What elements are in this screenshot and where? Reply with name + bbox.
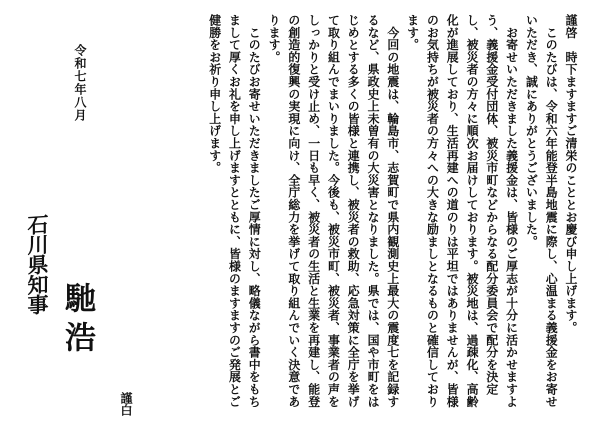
paragraph-earthquake	[263, 14, 402, 414]
signature-block	[20, 213, 95, 404]
paragraph-earthquake-text: 今回の地震は、輪島市、志賀町で県内観測史上最大の震度七を記録するなど、県政史上未曽有の大災害となりました。県では、国や市町をはじめとする多くの皆様と連携し、被災者の救助、応急対策に全庁を挙げて取り組んでまいりました。今後も、被災市町、被災者、事業者の声をしっかりと受け止め、一日も早く、被災者の生活と生業を再建し、能登の創造的復興の実現に向け、全庁総力を挙げて取り組んでいく決意であります。	[267, 14, 400, 408]
signer-name: 馳浩	[59, 282, 95, 360]
letter-date: 令和七年八月	[73, 44, 87, 122]
paragraph-distribution-text: お寄せいただきました義援金は、皆様のご厚志が十分に活かせますよう、義援金受付団体、被災市町などからなる配分委員会で配分を決定し、被災者の方々に順次お届けしております。被災地は、過疎化、高齢化が進展しており、生活再建への道のりは平坦ではありませんが、皆様のお気持ちが被災者の方々への大きな励ましとなるものと確信しております。	[405, 14, 519, 408]
closing-salutation: 謹白	[119, 392, 133, 416]
signer-title: 石川県知事	[25, 213, 50, 315]
paragraph-distribution	[402, 14, 521, 414]
paragraph-closing-remarks	[204, 14, 263, 414]
opening-line: 謹啓 時下ますますご清栄のこととお慶び申し上げます。	[564, 14, 578, 334]
letter-body	[204, 14, 580, 414]
paragraph-thanks	[521, 14, 561, 414]
paragraph-thanks-text: このたびは、令和六年能登半島地震に際し、心温まる義援金をお寄せいただき、誠にありがとうございました。	[524, 14, 559, 408]
paragraph-closing-remarks-text: このたびお寄せいただきましたご厚情に対し、略儀ながら書中をもちまして厚くお礼を申し上げますとともに、皆様のますますのご発展とご健勝をお祈り申し上げます。	[207, 14, 262, 408]
